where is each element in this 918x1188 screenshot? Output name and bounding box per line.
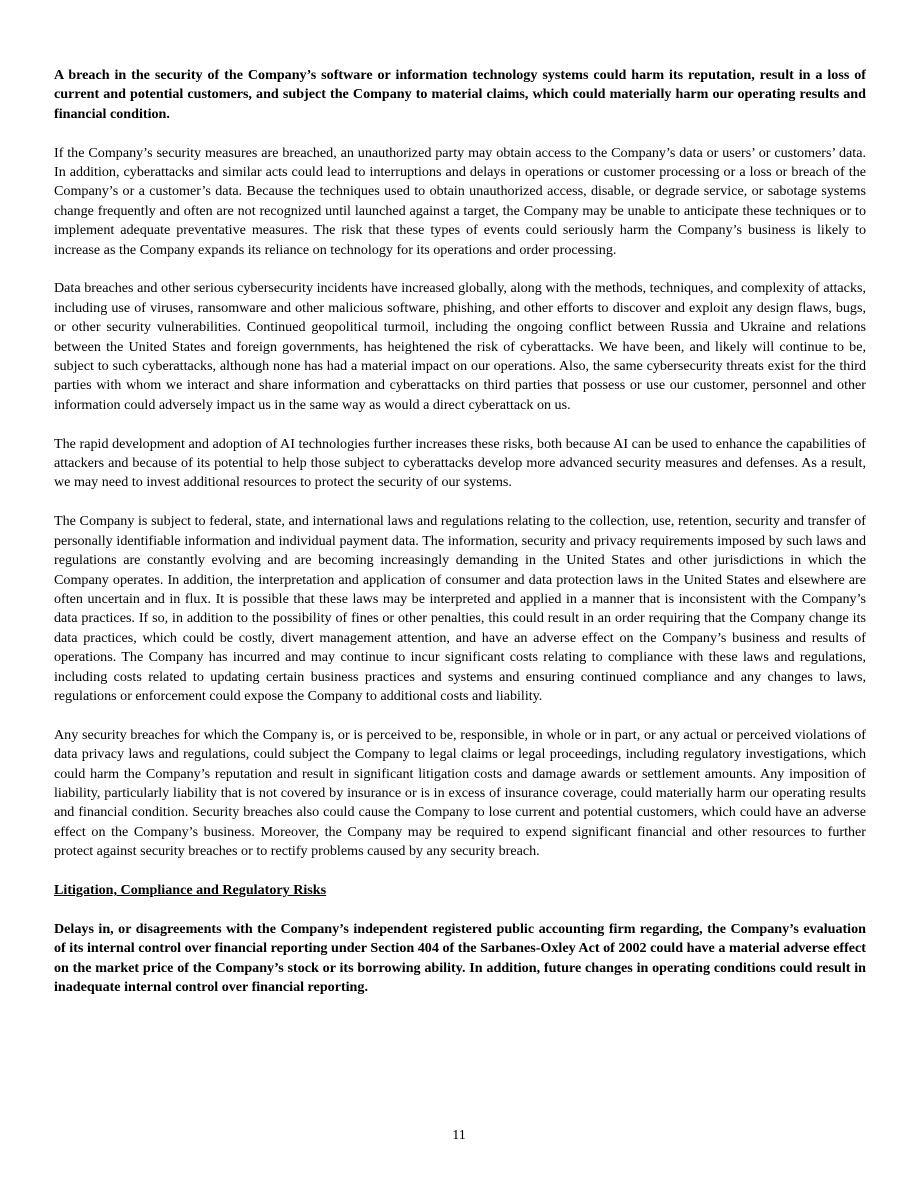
section-heading-litigation: Litigation, Compliance and Regulatory Risks: [54, 881, 327, 898]
paragraph-security-measures: If the Company’s security measures are breached, an unauthorized party may obtain access to the Company’s data or users’ or customers’ data. In addition, cyberattacks and similar acts could lead to interruptions and delays in operations or customer processing or a loss or breach of the Company’s or a customer’s data. Because the techniques used to obtain unauthorized access, disable, or degrade service, or sabotage systems change frequently and often are not recognized until launched against a target, the Company may be unable to anticipate these techniques or to implement adequate preventative measures. The risk that these types of events could seriously harm the Company’s business is likely to increase as the Company expands its reliance on technology for its operations and order processing.: [54, 144, 866, 258]
page-number: 11: [452, 1127, 466, 1143]
risk-factor-heading-security-breach: A breach in the security of the Company’s software or information technology systems could harm its reputation, result in a loss of current and potential customers, and subject the Company to material claims, which could materially harm our operating results and financial condition.: [54, 67, 866, 122]
document-body: [54, 66, 866, 1017]
paragraph-ai-technologies: The rapid development and adoption of AI technologies further increases these risks, both because AI can be used to enhance the capabilities of attackers and because of its potential to help those subject to cyberattacks develop more advanced security measures and defenses. As a result, we may need to invest additional resources to protect the security of our systems.: [54, 435, 866, 491]
paragraph-liability: Any security breaches for which the Company is, or is perceived to be, responsible, in whole or in part, or any actual or perceived violations of data privacy laws and regulations, could subject the Company to legal claims or legal proceedings, including regulatory investigations, which could harm the Company’s reputation and result in significant litigation costs and damage awards or settlement amounts. Any imposition of liability, particularly liability that is not covered by insurance or is in excess of insurance coverage, could materially harm our operating results and financial condition. Security breaches also could cause the Company to lose current and potential customers, which could have an adverse effect on the Company’s business. Moreover, the Company may be required to expend significant financial and other resources to further protect against security breaches or to rectify problems caused by any security breach.: [54, 726, 866, 860]
paragraph-privacy-laws: The Company is subject to federal, state, and international laws and regulations relating to the collection, use, retention, security and transfer of personally identifiable information and individual payment data. The information, security and privacy requirements imposed by such laws and regulations are constantly evolving and are becoming increasingly demanding in the United States and other jurisdictions in which the Company operates. In addition, the interpretation and application of consumer and data protection laws in the United States and elsewhere are often uncertain and in flux. It is possible that these laws may be interpreted and applied in a manner that is inconsistent with the Company’s data practices. If so, in addition to the possibility of fines or other penalties, this could result in an order requiring that the Company change its data practices, which could be costly, divert management attention, and have an adverse effect on the Company’s business and results of operations. The Company has incurred and may continue to incur significant costs relating to compliance with these laws and regulations, including costs related to updating certain business practices and systems and ensuring continued compliance and any changes to laws, regulations or enforcement could expose the Company to additional costs and liability.: [54, 513, 866, 704]
risk-factor-heading-internal-control: Delays in, or disagreements with the Company’s independent registered public accounting firm regarding, the Company’s evaluation of its internal control over financial reporting under Section 404 of the Sarbanes-Oxley Act of 2002 could have a material adverse effect on the market price of the Company’s stock or its borrowing ability. In addition, future changes in operating conditions could result in inadequate internal control over financial reporting.: [54, 920, 866, 995]
paragraph-data-breaches: Data breaches and other serious cybersecurity incidents have increased globally, along with the methods, techniques, and complexity of attacks, including use of viruses, ransomware and other malicious software, phishing, and other efforts to discover and exploit any design flaws, bugs, or other security vulnerabilities. Continued geopolitical turmoil, including the ongoing conflict between Russia and Ukraine and relations between the United States and foreign governments, has heightened the risk of cyberattacks. We have been, and likely will continue to be, subject to such cyberattacks, although none has had a material impact on our operations. Also, the same cybersecurity threats exist for the third parties with whom we interact and share information and cyberattacks on third parties that possess or use our customer, personnel and other information could adversely impact us in the same way as would a direct cyberattack on us.: [54, 280, 866, 413]
